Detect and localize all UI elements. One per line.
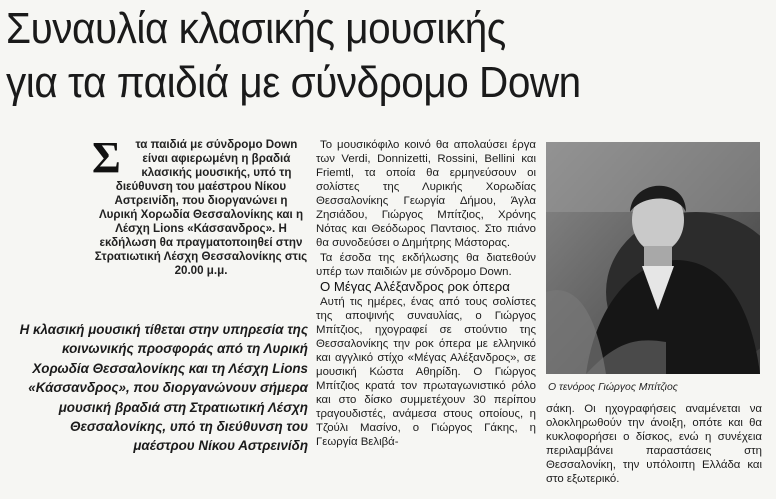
photo-caption: Ο τενόρος Γιώργος Μπίτζιος [548,382,678,393]
article-column-3 [546,402,762,486]
paragraph-proceeds: Τα έσοδα της εκδήλωσης θα διατεθούν υπέρ των παιδιών με σύνδρομο Down. [316,252,536,278]
lead-paragraph [92,133,308,278]
paragraph-continuation: σάκη. Οι ηχογραφήσεις αναμένεται να ολοκληρωθούν την άνοιξη, οπότε και θα κυκλοφορήσει ο δίσκος, ενώ η συνέχεια περιλαμβάνει παραστάσεις στη Θεσσαλονίκη, την υπόλοιπη Ελλάδα και στο εξωτερικό. [546,403,762,485]
headline-line-2: για τα παιδιά με σύνδρομο Down [6,58,581,107]
drop-cap: Σ [92,133,121,182]
article-column-2 [316,138,536,449]
lead-text: τα παιδιά με σύνδρομο Down είναι αφιερωμένη η βραδιά κλασικής μουσικής, υπό τη διεύθυνση του μαέστρου Νίκου Αστρεινίδη, που διοργανώνει η Λυρική Χορωδία Θεσσαλονίκης και η Λέσχη Lions «Κάσσανδρος». Η εκδήλωση θα πραγματοποιηθεί στην Στρατιωτική Λέσχη Θεσσαλονίκης στις 20.00 μ.μ. [94,138,308,277]
section-subhead: Ο Μέγας Αλέξανδρος ροκ όπερα [320,279,510,294]
pull-quote: Η κλασική μουσική τίθεται στην υπηρεσία της κοινωνικής προσφοράς από τη Λυρική Χορωδία Θεσσαλονίκης και τη Λέσχη Lions «Κάσσανδρος», που διοργανώνουν σήμερα μουσική βραδιά στη Στρατιωτική Λέσχη Θεσσαλονίκης, υπό τη διεύθυνση του μαέστρου Νίκου Αστρεινίδη [19,322,308,454]
tenor-photo-image [546,142,760,374]
tenor-photo [546,142,760,374]
paragraph-rock-opera: Αυτή τις ημέρες, ένας από τους σολίστες της αποψινής συναυλίας, ο Γιώργος Μπίτζιος, ηχογραφεί σε στούντιο της Θεσσαλονίκης την ροκ όπερα με ελληνικό και αγγλικό στίχο «Μέγας Αλέξανδρος», σε μουσική Κώστα Αθηρίδη. Ο Γιώργος Μπίτζιος κρατά τον πρωταγωνιστικό ρόλο και στο δίσκο συμμετέχουν 30 περίπου τραγουδιστές, ανάμεσα στους οποίους, η Τζούλι Μασίνο, ο Γιώργος Γάκης, η Γεωργία Βελιβά- [316,296,536,448]
headline-line-1: Συναυλία κλασικής μουσικής [6,4,506,53]
article-headline [6,2,705,110]
paragraph-repertoire: Το μουσικόφιλο κοινό θα απολαύσει έργα των Verdi, Donnizetti, Rossini, Bellini και Friemtl, τα οποία θα ερμηνεύσουν οι σολίστες της Λυρικής Χορωδίας Θεσσαλονίκης Γεωργία Δήμου, Άγλα Ζησιάδου, Γιώργος Μπίτζιος, Χρόνης Νότας και Θεόδωρος Παντσιος. Στο πιάνο θα συνοδεύσει ο Δημήτρης Μάστορας. [316,139,536,249]
